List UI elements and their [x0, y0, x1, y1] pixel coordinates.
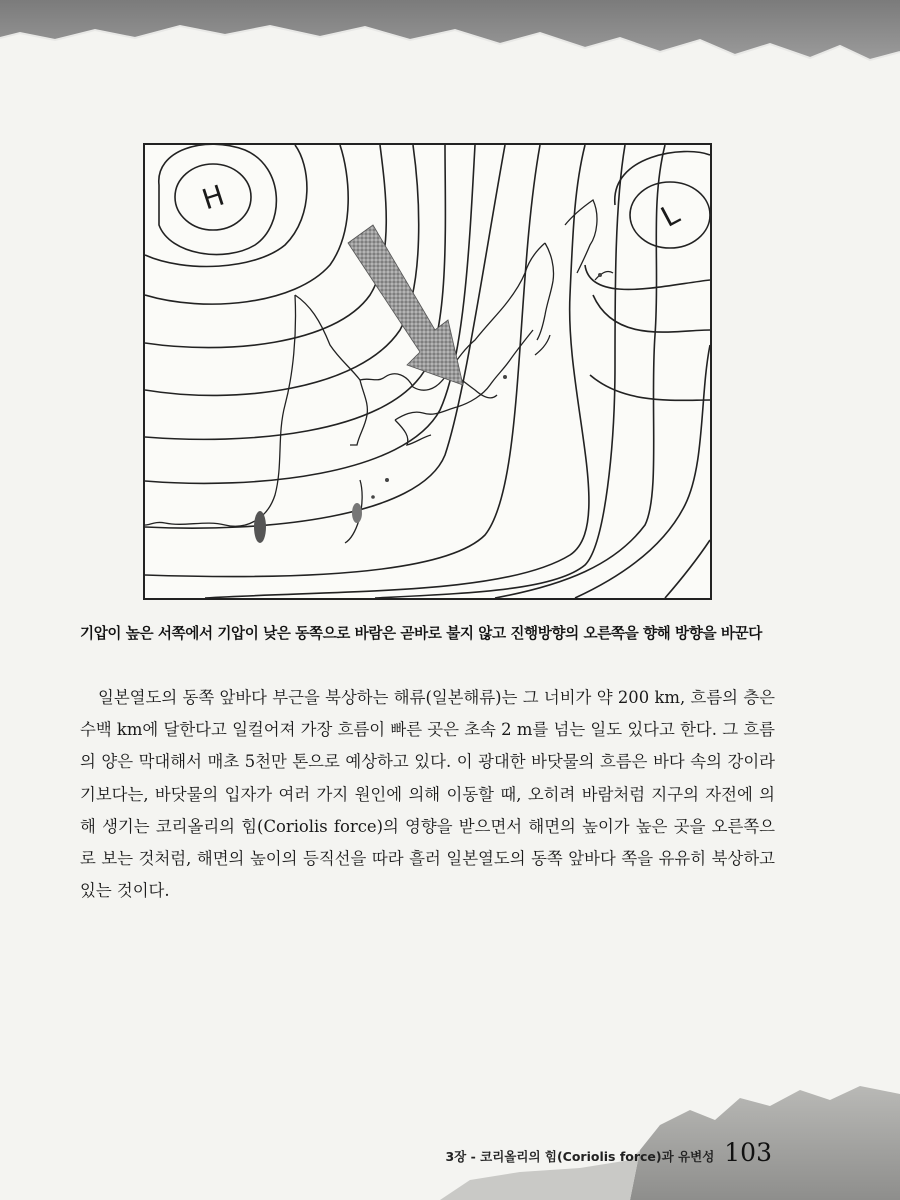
weather-map: [145, 145, 710, 598]
footer-chapter-title: 3장 - 코리올리의 힘(Coriolis force)과 유변성: [445, 1149, 715, 1164]
body-paragraph: 일본열도의 동쪽 앞바다 부근을 북상하는 해류(일본해류)는 그 너비가 약 200 km, 흐름의 층은 수백 km에 달한다고 일컬어져 가장 흐름이 빠른 곳은 초속 2 m를 넘는 일도 있다고 한다. 그 흐름의 양은 막대해서 매초 5천만 톤으로 예상하고 있다. 이 광대한 바닷물의 흐름은 바다 속의 강이라기보다는, 바닷물의 입자가 여러 가지 원인에 의해 이동할 때, 오히려 바람처럼 지구의 자전에 의해 생기는 코리올리의 힘(Coriolis force)의 영향을 받으면서 해면의 높이가 높은 곳을 오른쪽으로 보는 것처럼, 해면의 높이의 등직선을 따라 흘러 일본열도의 동쪽 앞바다 쪽을 유유히 북상하고 있는 것이다.: [80, 688, 775, 901]
page-number: 103: [724, 1138, 772, 1167]
torn-header-band: [0, 0, 900, 60]
high-pressure-label: H: [198, 178, 229, 217]
weather-map-figure: [143, 143, 712, 600]
low-pressure-label: L: [655, 197, 685, 234]
figure-caption: 기압이 높은 서쪽에서 기압이 낮은 동쪽으로 바람은 곧바로 불지 않고 진행방향의 오른쪽을 향해 방향을 바꾼다: [80, 625, 762, 642]
page-footer: [445, 1138, 772, 1167]
